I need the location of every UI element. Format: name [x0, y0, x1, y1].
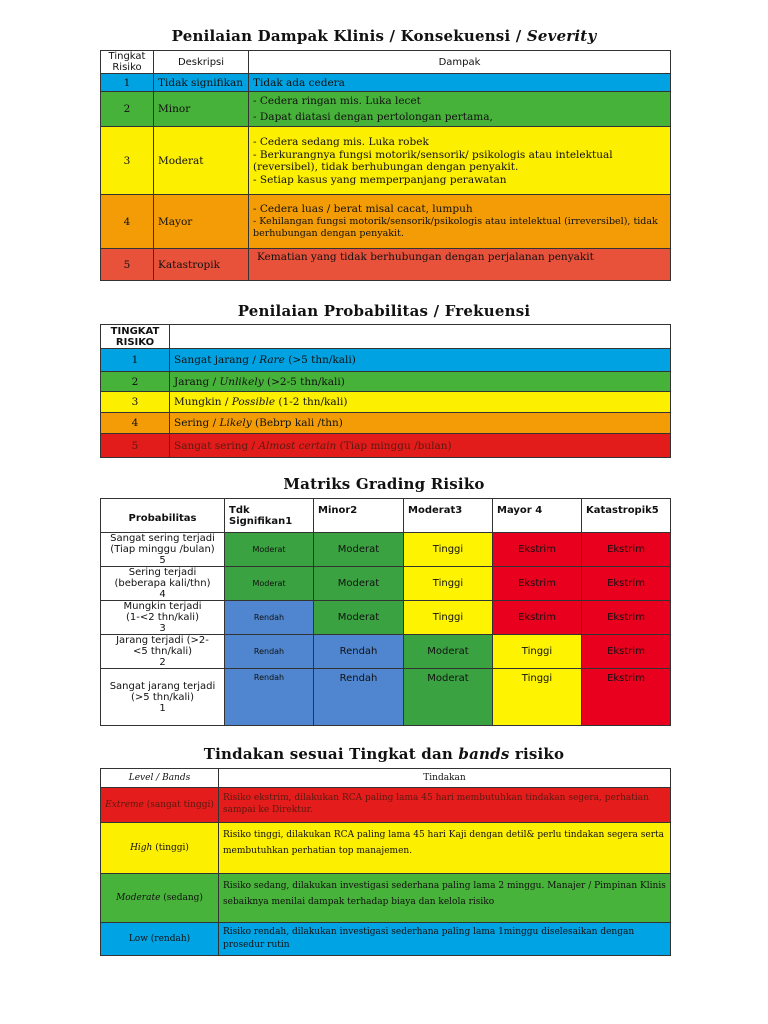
probability-header-row: [101, 325, 671, 349]
impact-line: - Berkurangnya fungsi motorik/sensorik/ psikologis atau intelektual (reversibel), tidak berhubungan dengan penyakit.: [253, 148, 613, 173]
matrix-cell: Rendah: [225, 601, 314, 635]
matrix-header-col: Moderat3: [404, 499, 493, 533]
severity-level: 2: [101, 92, 154, 127]
probability-desc-post: (1-2 thn/kali): [275, 396, 348, 408]
actions-level-em: Extreme: [105, 800, 144, 810]
actions-row-extreme: [101, 788, 671, 823]
actions-text: Risiko ekstrim, dilakukan RCA paling lama 45 hari membutuhkan tindakan segera, perhatian sampai ke Direktur.: [219, 788, 671, 823]
actions-title-pre: Tindakan sesuai Tingkat dan: [203, 745, 459, 763]
matrix-row-3: [101, 601, 671, 635]
severity-level: 5: [101, 249, 154, 281]
actions-level: [101, 823, 219, 874]
matrix-cell: Ekstrim: [582, 567, 671, 601]
impact-line: - Kehilangan fungsi motorik/sensorik/psikologis atau intelektual (irreversibel), tidak berhubungan dengan penyakit.: [253, 216, 658, 239]
matrix-cell: Rendah: [314, 669, 404, 726]
severity-title-text: Penilaian Dampak Klinis / Konsekuensi /: [171, 27, 527, 45]
severity-desc: Tidak signifikan: [154, 74, 249, 92]
matrix-row-label-line: (Tiap minggu /bulan): [110, 544, 215, 555]
matrix-row-5: [101, 533, 671, 567]
severity-row-5: [101, 249, 671, 281]
probability-desc: [170, 413, 671, 434]
matrix-row-label-line: Sangat sering terjadi: [110, 533, 215, 544]
probability-header-desc: [170, 325, 671, 349]
matrix-row-4: [101, 567, 671, 601]
probability-desc-post: (>5 thn/kali): [284, 354, 356, 366]
actions-header-action: Tindakan: [219, 769, 671, 788]
probability-level: 3: [101, 392, 170, 413]
actions-row-high: [101, 823, 671, 874]
actions-level-post: (sangat tinggi): [143, 800, 214, 810]
severity-desc: Minor: [154, 92, 249, 127]
actions-header-row: [101, 769, 671, 788]
matrix-cell: Ekstrim: [582, 635, 671, 669]
probability-desc-pre: Jarang /: [174, 375, 220, 388]
actions-text: Risiko sedang, dilakukan investigasi sederhana paling lama 2 minggu. Manajer / Pimpinan Klinis sebaiknya menilai dampak terhadap biaya dan kelola risiko: [219, 874, 671, 923]
probability-desc: [170, 434, 671, 458]
severity-title-em: Severity: [526, 27, 597, 45]
severity-desc: Moderat: [154, 127, 249, 195]
matrix-cell: Tinggi: [404, 533, 493, 567]
severity-impact: [249, 92, 671, 127]
actions-row-low: [101, 923, 671, 956]
severity-header-desc: Deskripsi: [154, 51, 249, 74]
matrix-row-1: [101, 669, 671, 726]
matrix-cell: Rendah: [225, 669, 314, 726]
matrix-row-label-line: 5: [159, 555, 166, 566]
probability-desc: [170, 392, 671, 413]
severity-header-impact: Dampak: [249, 51, 671, 74]
probability-title: Penilaian Probabilitas / Frekuensi: [237, 302, 531, 320]
matrix-header-col: Mayor 4: [493, 499, 582, 533]
actions-title-post: risiko: [509, 745, 565, 763]
severity-impact: [249, 127, 671, 195]
matrix-row-label: [101, 567, 225, 601]
actions-level-post: (sedang): [160, 893, 203, 903]
probability-desc-pre: Sering /: [174, 417, 220, 429]
actions-level-em: Moderate: [116, 893, 161, 903]
matrix-cell: Tinggi: [404, 567, 493, 601]
probability-desc: [170, 349, 671, 372]
matrix-row-label: [101, 533, 225, 567]
probability-row-3: [101, 392, 671, 413]
matrix-cell: Moderat: [314, 601, 404, 635]
matrix-row-label-line: (>5 thn/kali): [131, 691, 194, 703]
probability-desc-pre: Mungkin /: [174, 396, 232, 408]
actions-table: [100, 768, 671, 956]
severity-row-1: [101, 74, 671, 92]
severity-level: 3: [101, 127, 154, 195]
matrix-row-label-line: 4: [159, 589, 166, 600]
probability-row-1: [101, 349, 671, 372]
impact-line: - Cedera ringan mis. Luka lecet: [253, 95, 421, 107]
matrix-row-label-line: 2: [159, 657, 166, 668]
matrix-header-probability: Probabilitas: [101, 499, 225, 533]
matrix-cell: Ekstrim: [582, 601, 671, 635]
severity-table: [100, 50, 671, 281]
matrix-row-label: [101, 635, 225, 669]
matrix-cell: Tinggi: [493, 669, 582, 726]
matrix-cell: Moderat: [404, 635, 493, 669]
actions-title-em: bands: [458, 745, 510, 763]
matrix-row-label-line: <5 thn/kali): [132, 646, 193, 657]
probability-desc-em: Unlikely: [219, 375, 264, 388]
matrix-cell: Moderat: [225, 567, 314, 601]
probability-desc-post: (Tiap minggu /bulan): [336, 439, 452, 452]
probability-row-2: [101, 372, 671, 392]
matrix-row-label-line: (1-<2 thn/kali): [126, 612, 199, 623]
actions-level: [101, 923, 219, 956]
matrix-row-label-line: Sangat jarang terjadi: [109, 680, 216, 692]
matrix-cell: Rendah: [225, 635, 314, 669]
actions-header-level: Level / Bands: [101, 769, 219, 788]
impact-line: - Dapat diatasi dengan pertolongan pertama,: [253, 111, 493, 123]
probability-row-5: [101, 434, 671, 458]
probability-table: [100, 324, 671, 458]
severity-impact: [249, 195, 671, 249]
probability-desc-em: Possible: [231, 396, 276, 408]
probability-desc-em: Rare: [259, 354, 285, 366]
probability-level: 5: [101, 434, 170, 458]
actions-level: [101, 788, 219, 823]
actions-level-post: (tinggi): [152, 843, 189, 853]
matrix-header-col: Katastropik5: [582, 499, 671, 533]
severity-title: [0, 27, 768, 45]
matrix-header-col: Tdk Signifikan1: [225, 499, 314, 533]
severity-header-row: [101, 51, 671, 74]
impact-line: - Setiap kasus yang memperpanjang perawatan: [253, 173, 507, 186]
probability-desc-pre: Sangat jarang /: [174, 354, 260, 366]
severity-level: 1: [101, 74, 154, 92]
matrix-title: Matriks Grading Risiko: [283, 475, 485, 493]
matrix-cell: Tinggi: [404, 601, 493, 635]
severity-level: 4: [101, 195, 154, 249]
probability-desc-post: (>2-5 thn/kali): [263, 375, 345, 388]
matrix-cell: Moderat: [225, 533, 314, 567]
actions-row-moderate: [101, 874, 671, 923]
severity-header-level: Tingkat Risiko: [101, 51, 154, 74]
probability-desc-em: Likely: [219, 417, 252, 429]
matrix-cell: Moderat: [314, 567, 404, 601]
actions-level-post: Low (rendah): [128, 934, 191, 944]
actions-text: Risiko rendah, dilakukan investigasi sederhana paling lama 1minggu diselesaikan dengan prosedur rutin: [219, 923, 671, 956]
severity-impact: Tidak ada cedera: [249, 74, 671, 92]
probability-row-4: [101, 413, 671, 434]
impact-line: - Cedera sedang mis. Luka robek: [253, 135, 429, 148]
severity-row-2: [101, 92, 671, 127]
probability-desc-post: (Bebrp kali /thn): [251, 417, 343, 429]
matrix-cell: Moderat: [314, 533, 404, 567]
matrix-header-col: Minor2: [314, 499, 404, 533]
severity-desc: Katastropik: [154, 249, 249, 281]
matrix-header-row: [101, 499, 671, 533]
matrix-cell: Ekstrim: [493, 601, 582, 635]
actions-title: [0, 745, 768, 763]
matrix-cell: Ekstrim: [582, 533, 671, 567]
actions-level: [101, 874, 219, 923]
probability-header-level: TINGKAT RISIKO: [101, 325, 170, 349]
matrix-cell: Moderat: [404, 669, 493, 726]
probability-level: 2: [101, 372, 170, 392]
severity-impact: Kematian yang tidak berhubungan dengan perjalanan penyakit: [249, 249, 671, 281]
matrix-cell: Ekstrim: [493, 533, 582, 567]
matrix-cell: Ekstrim: [493, 567, 582, 601]
matrix-row-label-line: 3: [159, 623, 166, 634]
probability-desc-pre: Sangat sering /: [174, 439, 259, 452]
matrix-row-2: [101, 635, 671, 669]
impact-line: - Cedera luas / berat misal cacat, lumpuh: [253, 203, 473, 215]
matrix-cell: Ekstrim: [582, 669, 671, 726]
matrix-cell: Rendah: [314, 635, 404, 669]
probability-desc-em: Almost certain: [258, 439, 337, 452]
severity-row-3: [101, 127, 671, 195]
severity-desc: Mayor: [154, 195, 249, 249]
probability-desc: [170, 372, 671, 392]
probability-level: 1: [101, 349, 170, 372]
matrix-cell: Tinggi: [493, 635, 582, 669]
actions-text: Risiko tinggi, dilakukan RCA paling lama 45 hari Kaji dengan detil& perlu tindakan segera serta membutuhkan perhatian top manajemen.: [219, 823, 671, 874]
matrix-table: [100, 498, 671, 726]
probability-level: 4: [101, 413, 170, 434]
matrix-row-label: [101, 601, 225, 635]
matrix-row-label-line: Jarang terjadi (>2-: [116, 635, 209, 646]
matrix-row-label: [101, 669, 225, 726]
matrix-row-label-line: Mungkin terjadi: [123, 601, 202, 612]
matrix-row-label-line: (beberapa kali/thn): [114, 578, 211, 589]
matrix-row-label-line: Sering terjadi: [128, 567, 197, 578]
matrix-row-label-line: 1: [159, 702, 166, 714]
severity-row-4: [101, 195, 671, 249]
actions-level-em: High: [130, 843, 153, 853]
